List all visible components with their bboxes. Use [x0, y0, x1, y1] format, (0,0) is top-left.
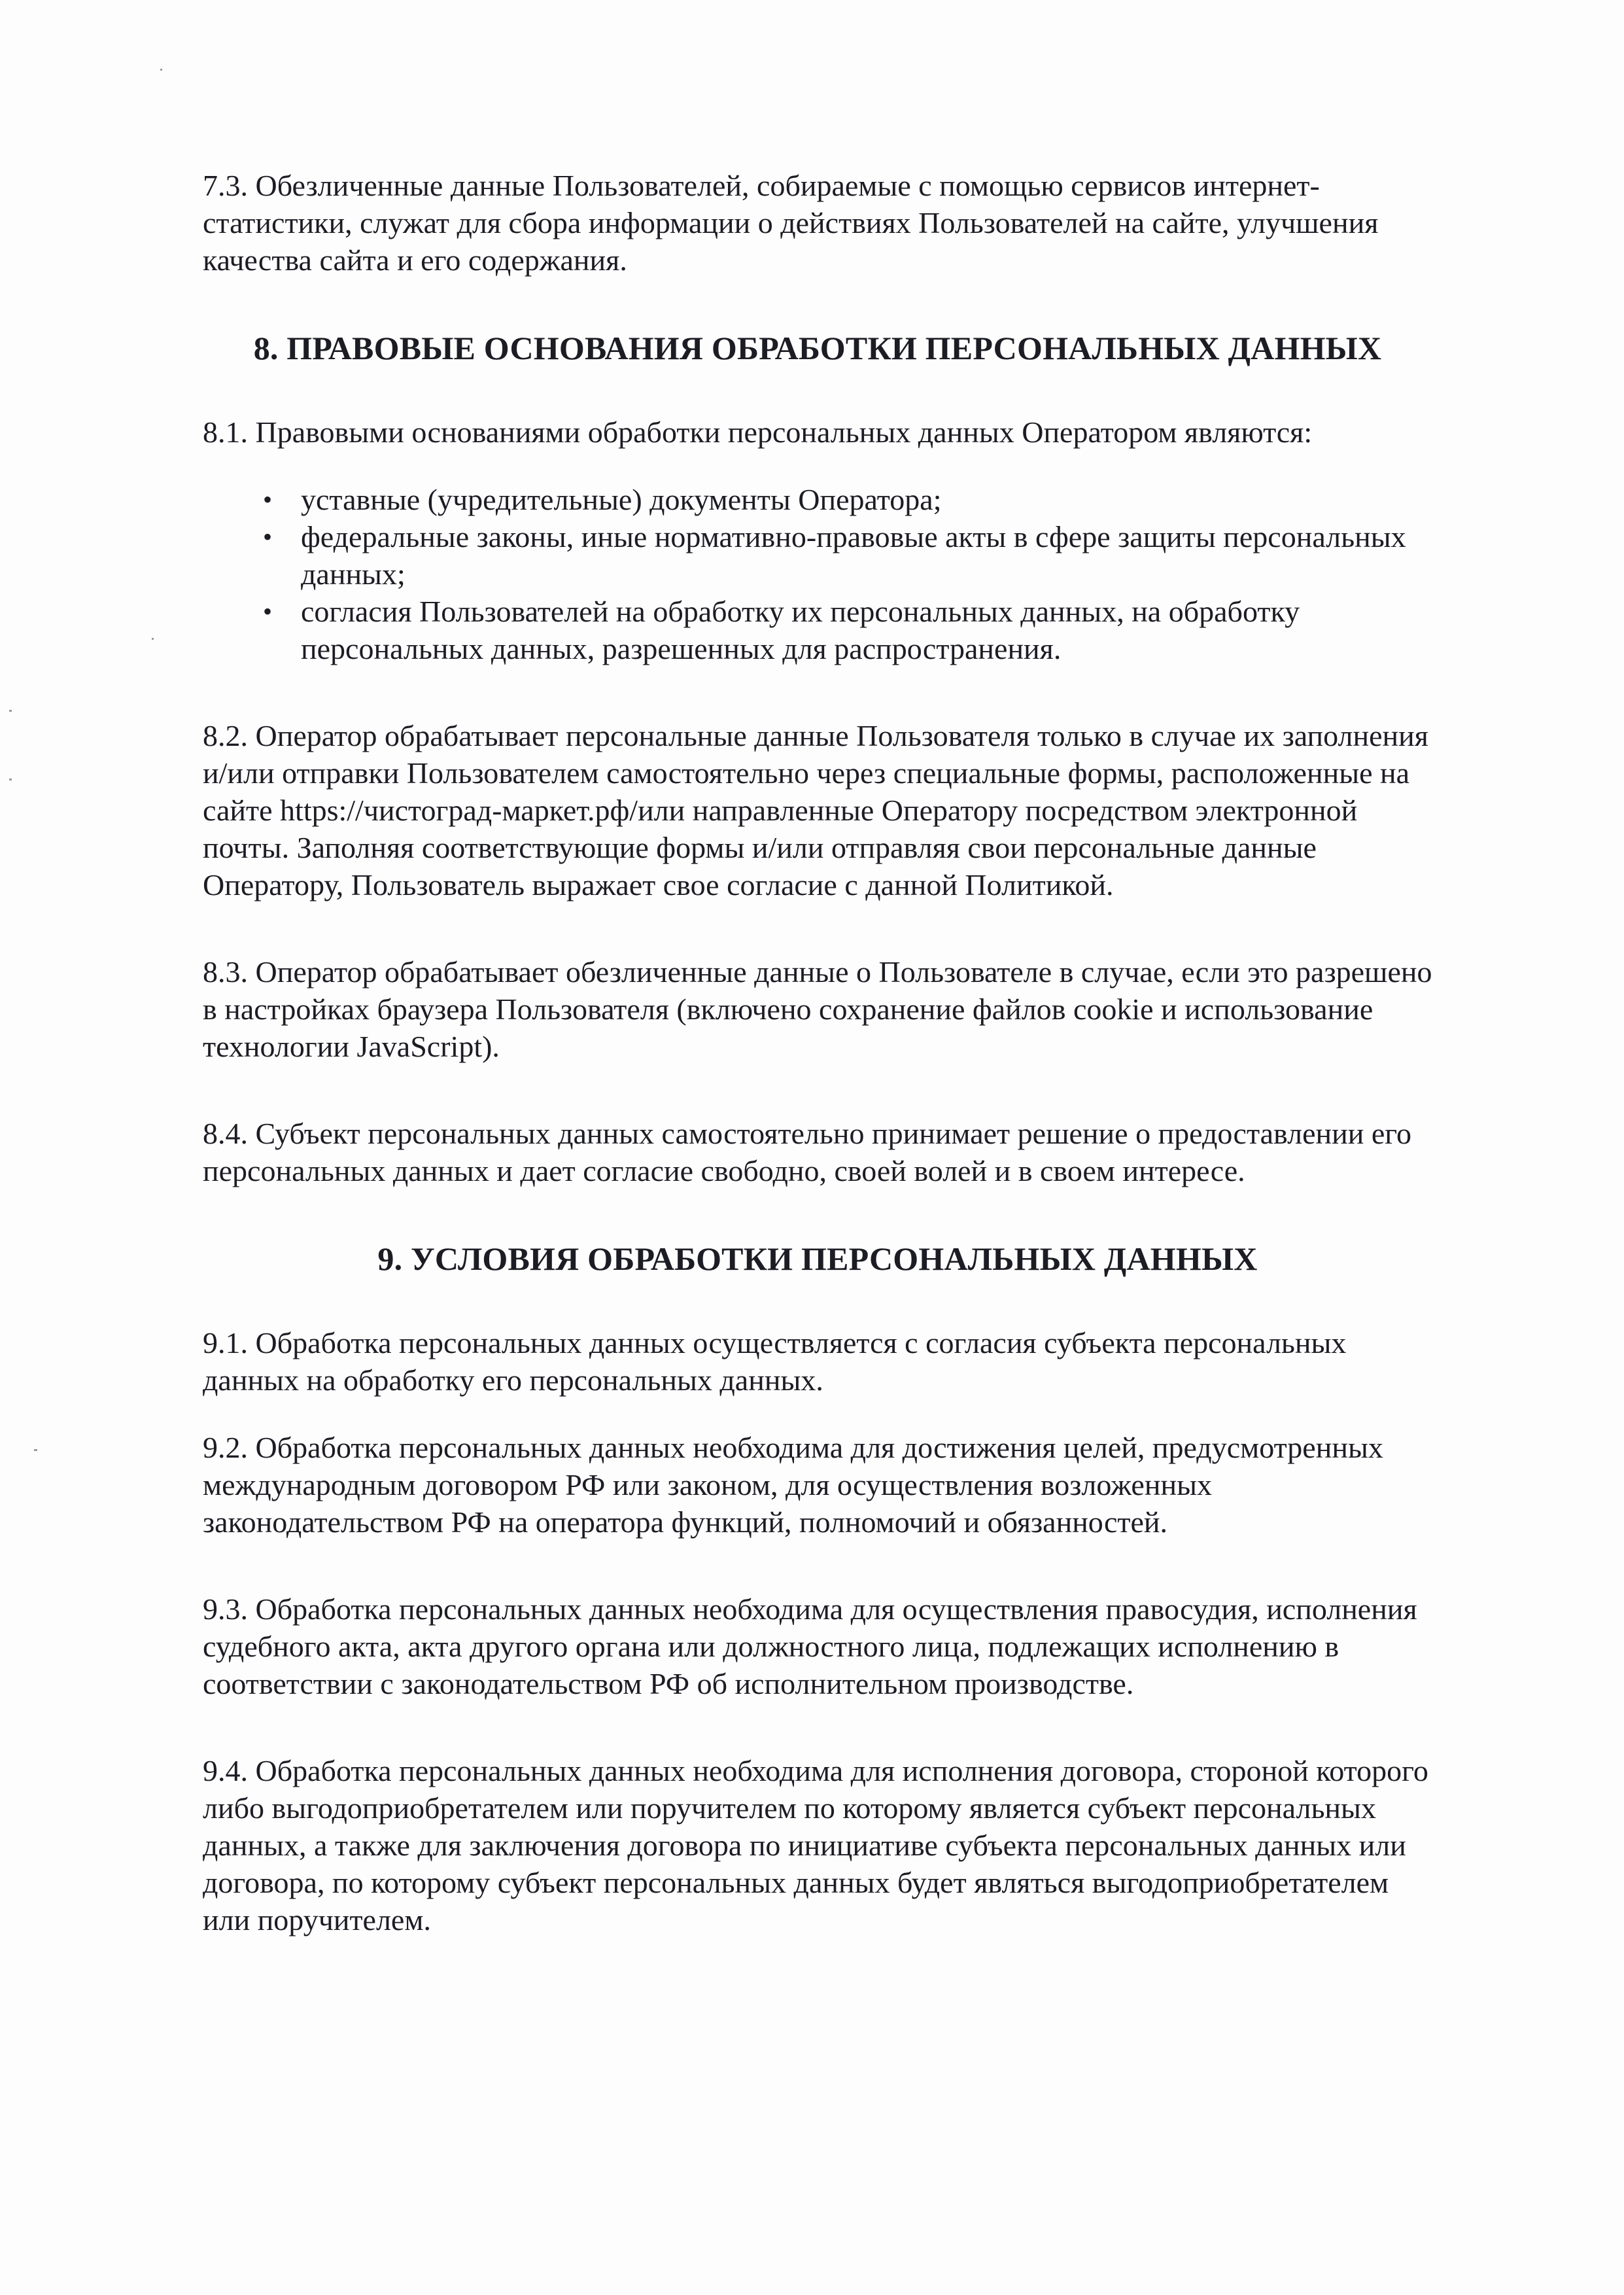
- paragraph-8-2: 8.2. Оператор обрабатывает персональные данные Пользователя только в случае их заполнения и/или отправки Пользователем самостоятельно через специальные формы, расположенные на сайте https://чистоград-маркет.рф/или направленные Оператору посредством электронной почты. Заполняя соответствующие формы и/или отправляя свои персональные данные Оператору, Пользователь выражает свое согласие с данной Политикой.: [203, 719, 1428, 902]
- legal-basis-list: [203, 481, 1432, 667]
- paragraph-9-3: 9.3. Обработка персональных данных необходима для осуществления правосудия, исполнения судебного акта, акта другого органа или должностного лица, подлежащих исполнению в соответствии с законодательством РФ об исполнительном производстве.: [203, 1592, 1417, 1700]
- list-item-text: согласия Пользователей на обработку их персональных данных, на обработку персональных данных, разрешенных для распространения.: [301, 595, 1300, 665]
- scan-speck: [160, 69, 162, 71]
- bullet-icon: •: [263, 597, 273, 626]
- document-content: [203, 167, 1432, 1988]
- paragraph-8-3: 8.3. Оператор обрабатывает обезличенные данные о Пользователе в случае, если это разрешено в настройках браузера Пользователя (включено сохранение файлов cookie и использование технологии JavaScript).: [203, 955, 1432, 1063]
- list-item-text: уставные (учредительные) документы Оператора;: [301, 483, 942, 516]
- list-item: [203, 518, 1432, 593]
- scan-speck: [9, 779, 12, 780]
- list-item-text: федеральные законы, иные нормативно-правовые акты в сфере защиты персональных данных;: [301, 520, 1406, 591]
- scan-speck: [34, 1449, 37, 1451]
- list-item: [203, 481, 1432, 518]
- scan-speck: [9, 710, 12, 712]
- section-8-heading: 8. ПРАВОВЫЕ ОСНОВАНИЯ ОБРАБОТКИ ПЕРСОНАЛЬНЫХ ДАННЫХ: [253, 330, 1382, 366]
- bullet-icon: •: [263, 485, 273, 514]
- paragraph-9-2: 9.2. Обработка персональных данных необходима для достижения целей, предусмотренных международным договором РФ или законом, для осуществления возложенных законодательством РФ на оператора функций, полномочий и обязанностей.: [203, 1431, 1383, 1539]
- paragraph-9-4: 9.4. Обработка персональных данных необходима для исполнения договора, стороной которого либо выгодоприобретателем или поручителем по которому является субъект персональных данных, а также для заключения договора по инициативе субъекта персональных данных или договора, по которому субъект персональных данных будет являться выгодоприобретателем или поручителем.: [203, 1754, 1428, 1936]
- paragraph-8-4: 8.4. Субъект персональных данных самостоятельно принимает решение о предоставлении его персональных данных и дает согласие свободно, своей волей и в своем интересе.: [203, 1117, 1412, 1187]
- scan-speck: [152, 638, 154, 640]
- paragraph-7-3: 7.3. Обезличенные данные Пользователей, собираемые с помощью сервисов интернет-статистики, служат для сбора информации о действиях Пользователей на сайте, улучшения качества сайта и его содержания.: [203, 169, 1379, 277]
- list-item: [203, 593, 1432, 667]
- section-9-heading: 9. УСЛОВИЯ ОБРАБОТКИ ПЕРСОНАЛЬНЫХ ДАННЫХ: [377, 1240, 1258, 1277]
- paragraph-9-1: 9.1. Обработка персональных данных осуществляется с согласия субъекта персональных данных на обработку его персональных данных.: [203, 1326, 1347, 1397]
- paragraph-8-1: 8.1. Правовыми основаниями обработки персональных данных Оператором являются:: [203, 415, 1313, 449]
- bullet-icon: •: [263, 522, 273, 552]
